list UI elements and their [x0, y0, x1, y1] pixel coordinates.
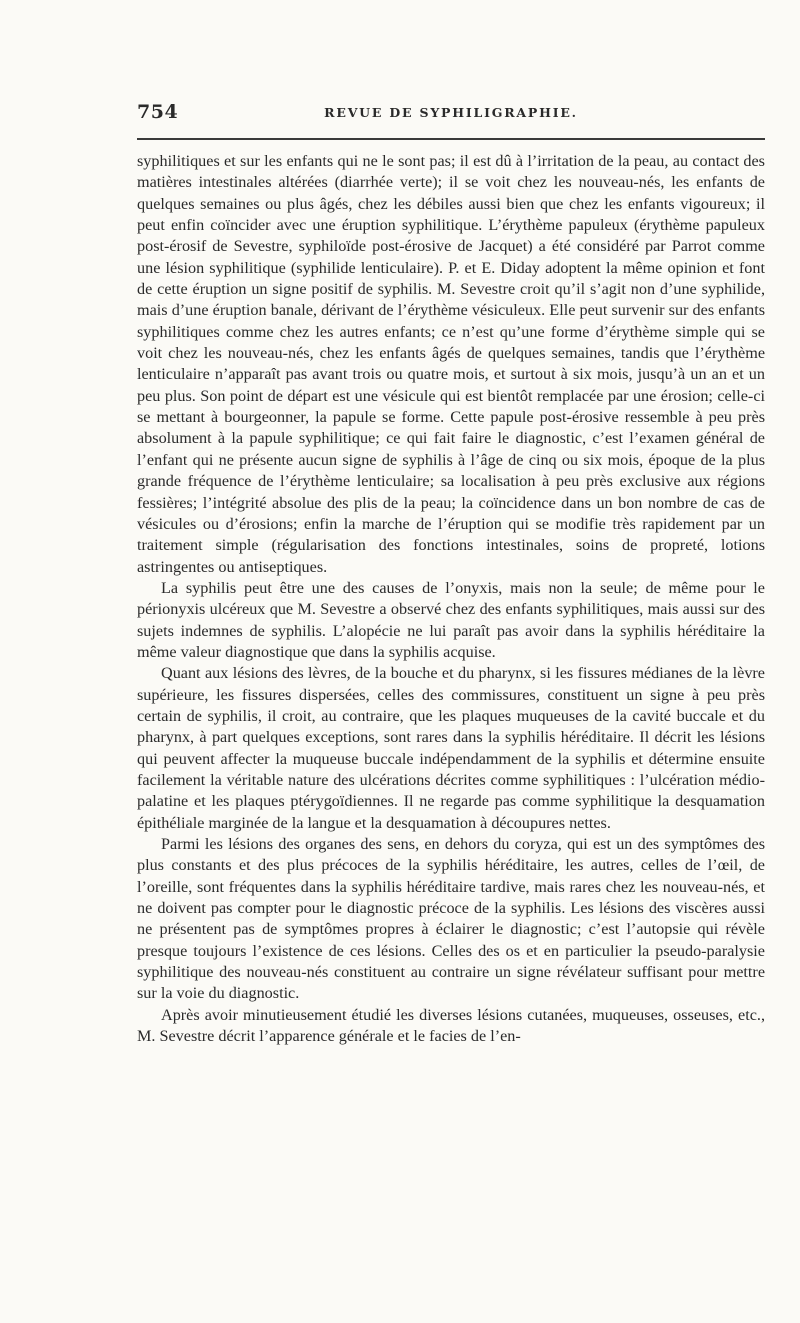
paragraph-2: La syphilis peut être une des causes de l’onyxis, mais non la seule; de même pour le périonyxis ulcéreux que M. Sevestre a observé chez des enfants syphilitiques, mais aussi sur des sujets indemnes de syphilis. L’alopécie ne lui paraît pas avoir dans la syphilis héréditaire la même valeur diagnostique que dans la syphilis acquise. — [137, 578, 765, 661]
header-rule — [137, 138, 765, 140]
page-header — [137, 101, 765, 127]
paragraph-1: syphilitiques et sur les enfants qui ne le sont pas; il est dû à l’irritation de la peau, au contact des matières intestinales altérées (diarrhée verte); il se voit chez les nouveau-nés, les enfants de quelques semaines ou plus âgés, chez les débiles aussi bien que chez les enfants vigoureux; il peut enfin coïncider avec une éruption syphilitique. L’érythème papuleux (érythème papuleux post-érosif de Sevestre, syphiloïde post-érosive de Jacquet) a été considéré par Parrot comme une lésion syphilitique (syphilide lenticulaire). P. et E. Diday adoptent la même opinion et font de cette éruption un signe positif de syphilis. M. Sevestre croit qu’il s’agit non d’une syphilide, mais d’une éruption banale, dérivant de l’érythème vésiculeux. Elle peut survenir sur des enfants syphilitiques comme chez les autres enfants; ce n’est qu’une forme d’érythème simple qui se voit chez les nouveau-nés, chez les enfants âgés de quelques semaines, tandis que l’érythème lenticulaire n’apparaît pas avant trois ou quatre mois, et surtout à six mois, jusqu’à un an et un peu plus. Son point de départ est une vésicule qui est bientôt remplacée par une érosion; celle-ci se mettant à bourgeonner, la papule se forme. Cette papule post-érosive ressemble à peu près absolument à la papule syphilitique; ce qui fait faire le diagnostic, c’est l’examen général de l’enfant qui ne présente aucun signe de syphilis à l’âge de cinq ou six mois, époque de la plus grande fréquence de l’érythème lenticulaire; sa localisation à peu près exclusive aux régions fessières; l’intégrité absolue des plis de la peau; la coïncidence dans un bon nombre de cas de vésicules ou d’érosions; enfin la marche de l’éruption qui se modifie très rapidement par un traitement simple (régularisation des fonctions intestinales, soins de propreté, lotions astringentes ou antiseptiques. — [137, 152, 765, 576]
running-title: REVUE DE SYPHILIGRAPHIE. — [324, 105, 578, 120]
article-body — [137, 151, 765, 1047]
paragraph-3: Quant aux lésions des lèvres, de la bouche et du pharynx, si les fissures médianes de la lèvre supérieure, les fissures dispersées, celles des commissures, constituent un signe à peu près certain de syphilis, il croit, au contraire, que les plaques muqueuses de la cavité buccale et du pharynx, à part quelques exceptions, sont rares dans la syphilis héréditaire. Il décrit les lésions qui peuvent affecter la muqueuse buccale indépendamment de la syphilis et détermine ensuite facilement la véritable nature des ulcérations décrites comme syphilitiques : l’ulcération médio-palatine et les plaques ptérygoïdiennes. Il ne regarde pas comme syphilitique la desquamation épithéliale marginée de la langue et la desquamation à découpures nettes. — [137, 664, 765, 832]
paragraph-5: Après avoir minutieusement étudié les diverses lésions cutanées, muqueuses, osseuses, etc., M. Sevestre décrit l’apparence générale et le facies de l’en- — [137, 1005, 765, 1046]
paragraph-4: Parmi les lésions des organes des sens, en dehors du coryza, qui est un des symptômes des plus constants et des plus précoces de la syphilis héréditaire, les autres, celles de l’œil, de l’oreille, sont fréquentes dans la syphilis héréditaire tardive, mais rares chez les nouveau-nés, et ne doivent pas compter pour le diagnostic précoce de la syphilis. Les lésions des viscères aussi ne présentent pas de symptômes propres à éclairer le diagnostic; c’est l’autopsie qui révèle presque toujours l’existence de ces lésions. Celles des os et en particulier la pseudo-paralysie syphilitique des nouveau-nés constituent au contraire un signe révélateur suffisant pour mettre sur la voie du diagnostic. — [137, 835, 765, 1003]
page-number: 754 — [137, 101, 179, 123]
